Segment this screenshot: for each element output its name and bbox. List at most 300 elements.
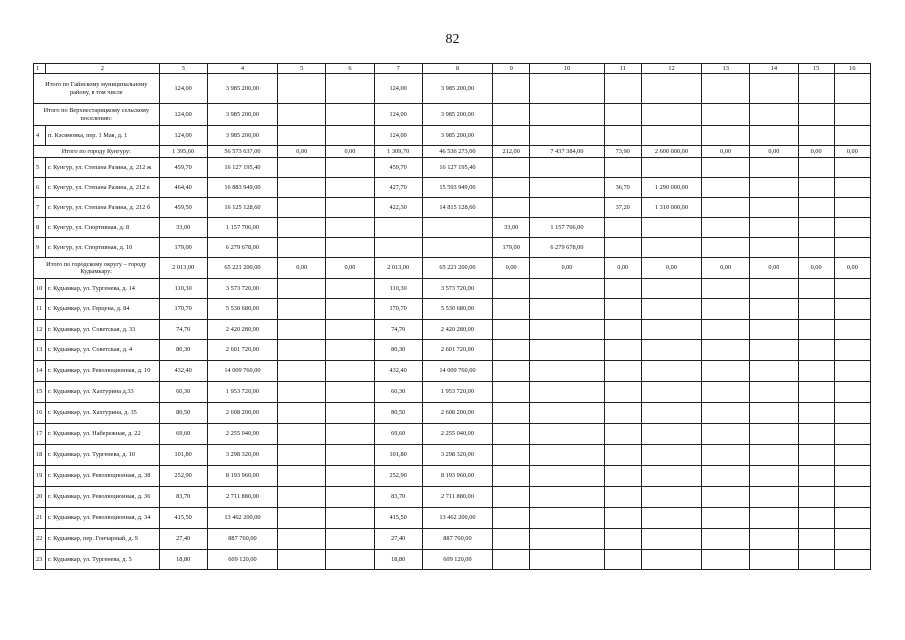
value-cell [604,218,641,238]
value-cell: 0,00 [326,146,374,158]
value-cell [530,340,604,361]
value-cell [750,445,798,466]
value-cell [530,403,604,424]
value-cell: 73,90 [604,146,641,158]
value-cell [834,198,870,218]
address-cell: г. Кунгур, ул. Степана Разина, д. 212 б [46,198,160,218]
value-cell [834,320,870,340]
value-cell [326,361,374,382]
value-cell [493,178,530,198]
value-cell: 110,30 [159,279,207,299]
value-cell [326,487,374,508]
value-cell [750,158,798,178]
value-cell: 464,40 [159,178,207,198]
value-cell: 0,00 [798,146,834,158]
column-number-cell: 3 [159,64,207,74]
row-number: 11 [34,299,46,320]
value-cell [493,299,530,320]
value-cell: 170,70 [159,299,207,320]
column-number-cell: 7 [374,64,422,74]
value-cell: 124,00 [374,126,422,146]
value-cell [750,529,798,550]
value-cell [326,508,374,529]
value-cell: 16 883 949,00 [207,178,277,198]
value-cell [702,550,750,570]
value-cell: 1 953 720,00 [207,382,277,403]
value-cell [834,445,870,466]
value-cell [493,279,530,299]
value-cell [326,178,374,198]
value-cell [278,382,326,403]
row-number: 5 [34,158,46,178]
value-cell: 0,00 [278,258,326,279]
value-cell [641,340,701,361]
value-cell [834,178,870,198]
value-cell [493,529,530,550]
value-cell: 0,00 [702,258,750,279]
value-cell [750,320,798,340]
value-cell: 101,80 [374,445,422,466]
value-cell [798,403,834,424]
value-cell [798,279,834,299]
value-cell: 0,00 [834,146,870,158]
value-cell: 18,80 [374,550,422,570]
address-cell: г. Кудымкар, ул. Революционная, д. 10 [46,361,160,382]
value-cell [493,424,530,445]
table-row [34,299,871,320]
value-cell [641,487,701,508]
value-cell [604,382,641,403]
value-cell [604,361,641,382]
address-cell: г. Кудымкар, ул. Революционная, д. 38 [46,466,160,487]
table-row [34,550,871,570]
value-cell [702,361,750,382]
value-cell: 0,00 [604,258,641,279]
value-cell: 0,00 [798,258,834,279]
value-cell [750,403,798,424]
address-cell: г. Кудымкар, ул. Революционная, д. 36 [46,487,160,508]
value-cell [530,104,604,126]
value-cell [530,487,604,508]
value-cell [834,218,870,238]
value-cell [493,466,530,487]
value-cell: 27,40 [374,529,422,550]
value-cell: 3 573 720,00 [422,279,492,299]
value-cell: 2 600 000,00 [641,146,701,158]
value-cell [326,218,374,238]
value-cell [641,361,701,382]
value-cell: 2 608 200,00 [422,403,492,424]
value-cell [798,508,834,529]
row-number: 12 [34,320,46,340]
value-cell: 3 985 200,00 [422,74,492,104]
row-number: 19 [34,466,46,487]
value-cell: 179,00 [493,238,530,258]
value-cell: 16 127 195,40 [422,158,492,178]
value-cell: 8 193 960,00 [422,466,492,487]
column-number-cell: 9 [493,64,530,74]
value-cell [530,445,604,466]
row-number: 20 [34,487,46,508]
address-cell: г. Кудымкар, ул. Тургенева, д. 5 [46,550,160,570]
table-row [34,487,871,508]
value-cell [834,126,870,146]
value-cell [702,424,750,445]
address-cell: г. Кунгур, ул. Спортивная, д. 8 [46,218,160,238]
value-cell [750,508,798,529]
value-cell [326,198,374,218]
value-cell [798,126,834,146]
value-cell: 887 760,00 [422,529,492,550]
address-cell: г. Кудымкар, ул. Тургенева, д. 10 [46,445,160,466]
value-cell [702,74,750,104]
value-cell: 124,00 [159,126,207,146]
page-number: 82 [445,32,460,47]
value-cell [530,382,604,403]
value-cell: 5 530 680,00 [422,299,492,320]
value-cell [374,238,422,258]
value-cell: 33,00 [493,218,530,238]
address-cell: г. Кудымкар, ул. Революционная, д. 34 [46,508,160,529]
value-cell [702,382,750,403]
value-cell: 15 593 949,00 [422,178,492,198]
value-cell [834,487,870,508]
column-number-cell: 14 [750,64,798,74]
value-cell: 0,00 [641,258,701,279]
value-cell [278,178,326,198]
table-row [34,466,871,487]
value-cell: 124,00 [159,104,207,126]
value-cell [702,466,750,487]
value-cell: 1 157 706,00 [530,218,604,238]
value-cell [278,403,326,424]
value-cell [604,279,641,299]
value-cell: 124,00 [159,74,207,104]
value-cell [702,198,750,218]
table-row [34,320,871,340]
address-cell: г. Кунгур, ул. Степана Разина, д. 212 ж [46,158,160,178]
value-cell [530,320,604,340]
value-cell: 415,50 [159,508,207,529]
value-cell: 3 985 200,00 [207,74,277,104]
value-cell [493,74,530,104]
value-cell: 65 221 200,00 [422,258,492,279]
value-cell [493,508,530,529]
row-number: 6 [34,178,46,198]
value-cell [604,487,641,508]
table-row [34,178,871,198]
value-cell [834,403,870,424]
table-row [34,508,871,529]
table-body [34,64,871,570]
value-cell [750,299,798,320]
table-row [34,158,871,178]
value-cell [604,320,641,340]
value-cell [750,178,798,198]
value-cell [750,279,798,299]
value-cell: 56 573 637,00 [207,146,277,158]
value-cell [641,279,701,299]
value-cell [604,74,641,104]
value-cell [326,104,374,126]
value-cell [834,424,870,445]
value-cell [641,299,701,320]
value-cell [604,466,641,487]
value-cell [834,158,870,178]
value-cell [422,238,492,258]
row-number: 14 [34,361,46,382]
value-cell: 459,50 [159,198,207,218]
value-cell: 3 573 720,00 [207,279,277,299]
value-cell [702,487,750,508]
value-cell [798,466,834,487]
value-cell: 2 420 280,00 [422,320,492,340]
value-cell: 14 009 760,00 [207,361,277,382]
value-cell: 459,70 [374,158,422,178]
value-cell [702,320,750,340]
subtotal-row [34,74,871,104]
value-cell: 1 309,70 [374,146,422,158]
value-cell [750,238,798,258]
value-cell [750,361,798,382]
value-cell [702,403,750,424]
value-cell [326,158,374,178]
value-cell [604,299,641,320]
value-cell [641,158,701,178]
value-cell: 0,00 [530,258,604,279]
value-cell: 5 530 680,00 [207,299,277,320]
value-cell [326,424,374,445]
value-cell [604,104,641,126]
value-cell [702,158,750,178]
value-cell: 101,80 [159,445,207,466]
value-cell [750,218,798,238]
value-cell [834,238,870,258]
value-cell [493,487,530,508]
value-cell [834,279,870,299]
value-cell: 0,00 [750,146,798,158]
value-cell: 2 711 880,00 [207,487,277,508]
value-cell [326,320,374,340]
value-cell [798,158,834,178]
value-cell [604,529,641,550]
value-cell [702,340,750,361]
value-cell [493,126,530,146]
value-cell [641,445,701,466]
value-cell: 27,40 [159,529,207,550]
value-cell [278,487,326,508]
value-cell [702,529,750,550]
address-cell: п. Кэсямовка, пер. 1 Мая, д. 1 [46,126,160,146]
value-cell: 1 395,60 [159,146,207,158]
value-cell: 170,70 [374,299,422,320]
value-cell: 74,70 [374,320,422,340]
value-cell [798,320,834,340]
address-cell: г. Кудымкар, ул. Хахтурина, д. 35 [46,403,160,424]
value-cell [702,126,750,146]
value-cell [641,74,701,104]
value-cell [798,382,834,403]
value-cell [278,361,326,382]
value-cell [702,299,750,320]
subtotal-label: Итого по Гайнскому муниципальному району, в том числе [34,74,160,104]
value-cell: 1 290 000,00 [641,178,701,198]
subtotal-label: Итого по городскому округу – городу Кудымкару: [34,258,160,279]
value-cell: 83,70 [374,487,422,508]
value-cell: 3 985 200,00 [207,126,277,146]
value-cell [326,74,374,104]
value-cell: 124,00 [374,104,422,126]
value-cell: 1 157 706,00 [207,218,277,238]
value-cell [750,198,798,218]
value-cell [530,466,604,487]
value-cell [641,403,701,424]
value-cell: 33,00 [159,218,207,238]
subtotal-label: Итого по Верхнестарицкому сельскому поселению: [34,104,160,126]
table-row [34,279,871,299]
value-cell [641,466,701,487]
value-cell [278,340,326,361]
value-cell: 18,80 [159,550,207,570]
value-cell [530,279,604,299]
row-number: 16 [34,403,46,424]
value-cell [530,74,604,104]
value-cell [750,424,798,445]
value-cell [834,299,870,320]
column-number-row [34,64,871,74]
value-cell: 0,00 [326,258,374,279]
value-cell [326,279,374,299]
value-cell [493,445,530,466]
value-cell: 80,30 [159,340,207,361]
value-cell: 80,30 [374,340,422,361]
value-cell: 459,70 [159,158,207,178]
value-cell [641,218,701,238]
address-cell: г. Кудымкар, пер. Гончарный, д. 9 [46,529,160,550]
row-number: 18 [34,445,46,466]
subtotal-row [34,146,871,158]
value-cell [750,340,798,361]
table-row [34,198,871,218]
value-cell [530,158,604,178]
value-cell: 609 120,00 [422,550,492,570]
value-cell: 6 279 678,00 [530,238,604,258]
value-cell [798,299,834,320]
column-number-cell: 15 [798,64,834,74]
row-number: 9 [34,238,46,258]
value-cell: 0,00 [493,258,530,279]
value-cell [798,238,834,258]
value-cell: 37,20 [604,198,641,218]
value-cell [493,382,530,403]
value-cell: 1 953 720,00 [422,382,492,403]
value-cell [798,445,834,466]
row-number: 21 [34,508,46,529]
value-cell: 0,00 [750,258,798,279]
value-cell [278,126,326,146]
address-cell: г. Кудымкар, ул. Герцена, д. 84 [46,299,160,320]
value-cell [374,218,422,238]
value-cell [278,529,326,550]
value-cell: 252,90 [374,466,422,487]
value-cell [834,382,870,403]
value-cell [278,279,326,299]
value-cell [641,508,701,529]
value-cell: 8 193 960,00 [207,466,277,487]
value-cell: 2 013,00 [374,258,422,279]
value-cell [530,299,604,320]
row-number: 17 [34,424,46,445]
value-cell [641,126,701,146]
value-cell: 887 760,00 [207,529,277,550]
value-cell: 74,70 [159,320,207,340]
value-cell [798,198,834,218]
value-cell [493,198,530,218]
value-cell [326,382,374,403]
value-cell [834,340,870,361]
value-cell [530,508,604,529]
value-cell [798,74,834,104]
value-cell [798,340,834,361]
value-cell: 2 601 720,00 [207,340,277,361]
value-cell [641,550,701,570]
value-cell [641,382,701,403]
value-cell: 2 255 040,00 [422,424,492,445]
value-cell: 83,70 [159,487,207,508]
table-row [34,238,871,258]
value-cell [326,550,374,570]
address-cell: г. Кунгур, ул. Степана Разина, д. 212 е [46,178,160,198]
value-cell [278,445,326,466]
row-number: 8 [34,218,46,238]
value-cell: 432,40 [159,361,207,382]
value-cell [278,218,326,238]
table-row [34,403,871,424]
table-row [34,445,871,466]
value-cell [422,218,492,238]
row-number: 7 [34,198,46,218]
value-cell [604,340,641,361]
value-cell [326,466,374,487]
value-cell: 179,00 [159,238,207,258]
value-cell [326,529,374,550]
value-cell [750,550,798,570]
value-cell [530,178,604,198]
value-cell [326,299,374,320]
value-cell [604,403,641,424]
value-cell: 2 608 200,00 [207,403,277,424]
value-cell: 0,00 [834,258,870,279]
value-cell: 427,70 [374,178,422,198]
value-cell [604,158,641,178]
row-number: 15 [34,382,46,403]
value-cell [278,424,326,445]
value-cell [798,104,834,126]
value-cell [702,178,750,198]
value-cell [834,466,870,487]
value-cell: 69,60 [159,424,207,445]
value-cell [604,126,641,146]
value-cell [798,424,834,445]
value-cell [278,104,326,126]
value-cell [750,382,798,403]
value-cell [834,550,870,570]
column-number-cell: 10 [530,64,604,74]
value-cell: 7 437 384,00 [530,146,604,158]
value-cell [702,508,750,529]
value-cell: 0,00 [702,146,750,158]
value-cell [750,466,798,487]
